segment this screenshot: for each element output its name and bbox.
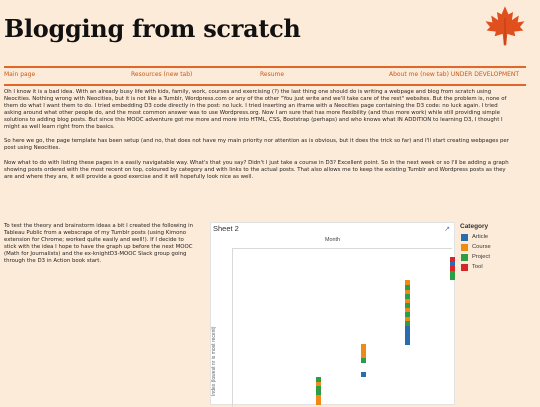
legend-label: Tool [472, 264, 483, 270]
template-paragraph: So here we go, the page template has been setup (and no, that does not have my main priority nor attention as is obvious, but it does the trick so far) and I'll start creating webpages per post using Neocities. [4, 138, 509, 151]
viz-plot-area[interactable] [232, 248, 452, 407]
legend-label: Project [472, 254, 491, 260]
scatter-point-tool[interactable] [450, 266, 455, 271]
scatter-point-article[interactable] [405, 340, 410, 345]
viz-title: Sheet 2 [213, 224, 239, 233]
nav-top-rule [4, 66, 526, 68]
legend-swatch [461, 244, 468, 251]
intro-paragraph: Oh I know it is a bad idea. With an already busy life with kids, family, work, courses and exercising (?) the last thing one should do is writing a webpage and blog from scratch using Neocities. Nothing wrong with Neocities, but it is not like a Tumblr, Wordpress.com or any of the other "You just write and we'll take care of the rest" websites. But the problem is, none of them do what I want them to do. I tried embedding D3 code directly in the post: no luck. I tried inserting an iframe with a Neocities page containing the D3 code: no luck again. I tried asking around what other people do, and the most common answer was to use Wordpress.org. Now I am sure that has more flexibility (and thus more work) while still providing simple solutions to adding blog posts. But since this MOOC adventure got me more and more into HTML, CSS, Bootstrap (perhaps) and who knows what IN ADDITION to learning D3, I thought I might as well learn right from the basics. [4, 89, 507, 130]
legend-swatch [461, 264, 468, 271]
scatter-point-project[interactable] [450, 275, 455, 280]
legend-item-project[interactable] [460, 252, 536, 262]
viz-column-header: Month [325, 237, 340, 243]
nav-bottom-rule [4, 84, 526, 86]
page-title: Blogging from scratch [4, 14, 301, 43]
legend-item-article[interactable] [460, 232, 536, 242]
viz-y-axis-label-text: Index (lowest nr is most recent) [211, 326, 217, 396]
nav-about-link[interactable]: About me (new tab) UNDER DEVELOPMENT [389, 71, 520, 78]
legend-swatch [461, 234, 468, 241]
legend-item-tool[interactable] [460, 262, 536, 272]
nav-resources-link[interactable]: Resources (new tab) [131, 71, 193, 78]
scatter-point-project[interactable] [361, 358, 366, 363]
tableau-viz[interactable] [210, 222, 455, 405]
scatter-point-project[interactable] [316, 377, 321, 382]
scatter-point-project[interactable] [405, 285, 410, 290]
legend-swatch [461, 254, 468, 261]
external-link-icon[interactable]: ↗ [444, 225, 450, 233]
scatter-point-project[interactable] [405, 294, 410, 299]
scatter-point-course[interactable] [316, 400, 321, 405]
scatter-point-project[interactable] [405, 312, 410, 317]
scatter-point-project[interactable] [405, 321, 410, 326]
legend-label: Article [472, 234, 489, 240]
scatter-point-project[interactable] [405, 303, 410, 308]
nav-main-page-link[interactable]: Main page [4, 71, 36, 78]
maple-leaf-logo [482, 4, 528, 50]
legend-title: Category [460, 223, 489, 230]
tableau-paragraph: To test the theory and brainstorm ideas a bit I created the following in Tableau Public from a webscrape of my Tumblr posts (using Kimono extension for Chrome; worked quite easily and well!). If I decide to stick with the idea I hope to have the graph up before the next MOOC (Math for Journalists) and the ex-knightD3-MOOC Slack group going through the D3 in Action book start. [4, 223, 194, 264]
scatter-point-tool[interactable] [450, 257, 455, 262]
viz-legend [460, 223, 536, 272]
legend-item-course[interactable] [460, 242, 536, 252]
viz-y-axis-label [211, 296, 223, 396]
legend-label: Course [472, 244, 491, 250]
nav-resume-link[interactable]: Resume [260, 71, 285, 78]
graph-plan-paragraph: Now what to do with listing these pages in a easily navigatable way. What's that you say? Didn't I just take a course in D3? Excellent point. So in the next week or so I'll be adding a graph showing posts ordered with the most recent on top, coloured by category and with links to the actual posts. That also allows me to keep the existing Tumblr and Wordpress posts as they are and where they are, it will provide a good exercise and it will hopefully look nice as well. [4, 160, 509, 180]
scatter-point-article[interactable] [361, 372, 366, 377]
scatter-point-project[interactable] [316, 390, 321, 395]
